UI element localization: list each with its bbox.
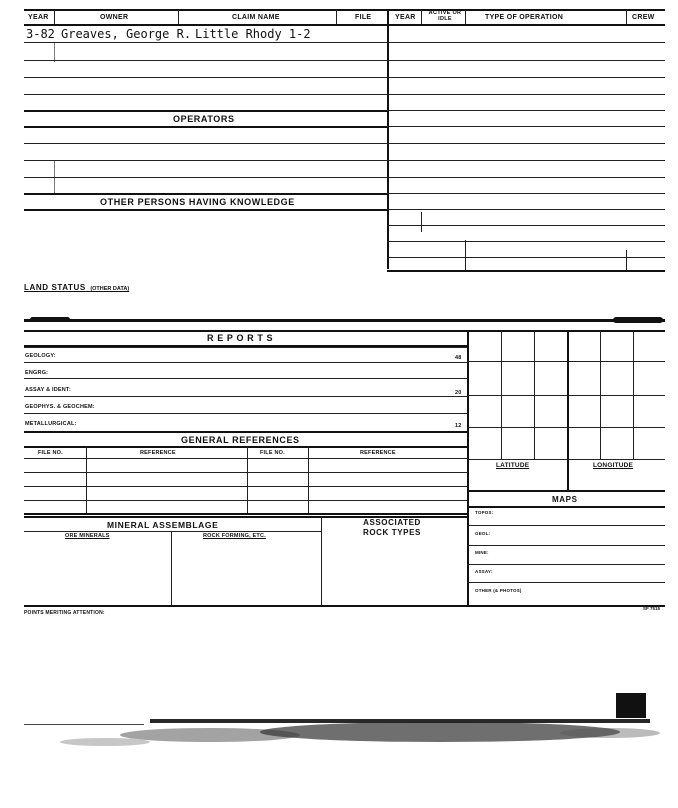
map-assay: ASSAY: [475,569,493,574]
ref-header-file-no-2: FILE NO. [260,450,285,456]
report-metallurgical: METALLURGICAL: [25,421,77,427]
report-geology: GEOLOGY: [25,353,56,359]
form-number: SF 7515 [643,606,661,611]
ore-minerals-header: ORE MINERALS [65,533,110,539]
header-year-2: YEAR [395,14,416,21]
ref-header-reference-1: REFERENCE [140,450,176,456]
report-assay: ASSAY & IDENT: [25,387,71,393]
header-owner: OWNER [100,14,129,21]
report-assay-number: 20 [455,390,462,396]
ref-header-file-no-1: FILE NO. [38,450,63,456]
rock-forming-header: ROCK FORMING, ETC. [203,533,266,539]
longitude-label: LONGITUDE [593,462,634,469]
entry-owner: Greaves, George R. [61,27,192,41]
other-persons-title: OTHER PERSONS HAVING KNOWLEDGE [100,197,295,207]
operators-title: OPERATORS [173,114,235,124]
ref-header-reference-2: REFERENCE [360,450,396,456]
report-geophys: GEOPHYS. & GEOCHEM: [25,404,95,410]
header-crew: CREW [632,14,655,21]
reports-title: R E P O R T S [207,333,274,343]
entry-claim-name: Little Rhody 1-2 [195,27,311,41]
map-topos: TOPOS: [475,510,494,515]
entry-year: 3-82 [26,27,55,41]
general-references-title: GENERAL REFERENCES [181,435,300,445]
latitude-label: LATITUDE [496,462,530,469]
land-status-subtitle: (OTHER DATA) [90,286,130,292]
maps-title: MAPS [552,495,578,504]
header-file: FILE [355,14,372,21]
report-metallurgical-number: 12 [455,423,462,429]
header-active-or-idle: ACTIVE OR IDLE [428,10,462,22]
report-engrg: ENGRG: [25,370,49,376]
map-other: OTHER (& PHOTOS) [475,588,522,593]
mineral-assemblage-title: MINERAL ASSEMBLAGE [107,520,219,530]
header-year: YEAR [28,14,49,21]
map-geol: GEOL: [475,531,491,536]
map-mine: MINE: [475,550,489,555]
report-geology-number: 48 [455,355,462,361]
points-meriting-attention: POINTS MERITING ATTENTION: [24,610,105,616]
land-status-title: LAND STATUS [24,283,86,292]
header-type-of-operation: TYPE OF OPERATION [485,14,564,21]
header-claim-name: CLAIM NAME [232,14,280,21]
associated-rock-types-title: ASSOCIATED ROCK TYPES [362,518,421,537]
